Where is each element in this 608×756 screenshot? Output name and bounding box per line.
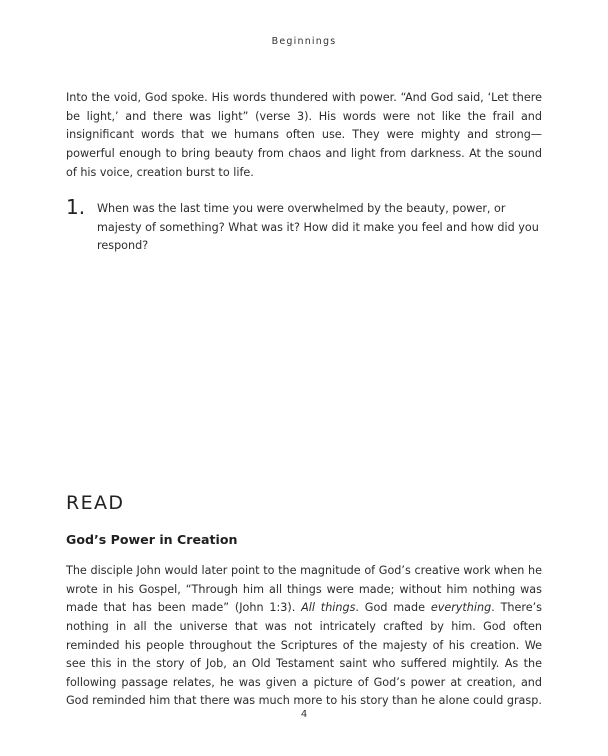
running-head: Beginnings (271, 36, 337, 47)
intro-paragraph: Into the void, God spoke. His words thundered with power. “And God said, ‘Let there be light,’ and there was light” (verse 3). His words were not like the frail and insignificant words that we humans often use. They were mighty and strong—powerful enough to bring beauty from chaos and light from darkness. At the sound of his voice, creation burst to life. (66, 91, 542, 179)
section-subheading: God’s Power in Creation (66, 532, 238, 547)
body-text-part1: The disciple John would later point to the magnitude of God’s creative work when he wrote in his Gospel, “Through him all things were made; without him nothing was made that has been made” (John 1:3). (66, 564, 542, 615)
body-emphasis-all-things: All things (301, 601, 356, 615)
question-text: When was the last time you were overwhelmed by the beauty, power, or majesty of something? What was it? How did it make you feel and how did you respond? (97, 202, 539, 253)
section-heading: READ (66, 492, 125, 514)
body-paragraph (66, 562, 542, 711)
body-text-part3: . There’s nothing in all the universe that was not intricately crafted by him. God often reminded his people throughout the Scriptures of the majesty of his creation. We see this in the story of Job, an Old Testament saint who suffered mightily. As the following passage relates, he was given a picture of God’s power at creation, and God reminded him that there was much more to his story than he alone could grasp. (66, 601, 543, 708)
page-number: 4 (300, 709, 308, 720)
question-number: 1. (66, 195, 86, 219)
body-text-part2: . God made (355, 601, 431, 615)
body-emphasis-everything: everything (430, 601, 492, 615)
